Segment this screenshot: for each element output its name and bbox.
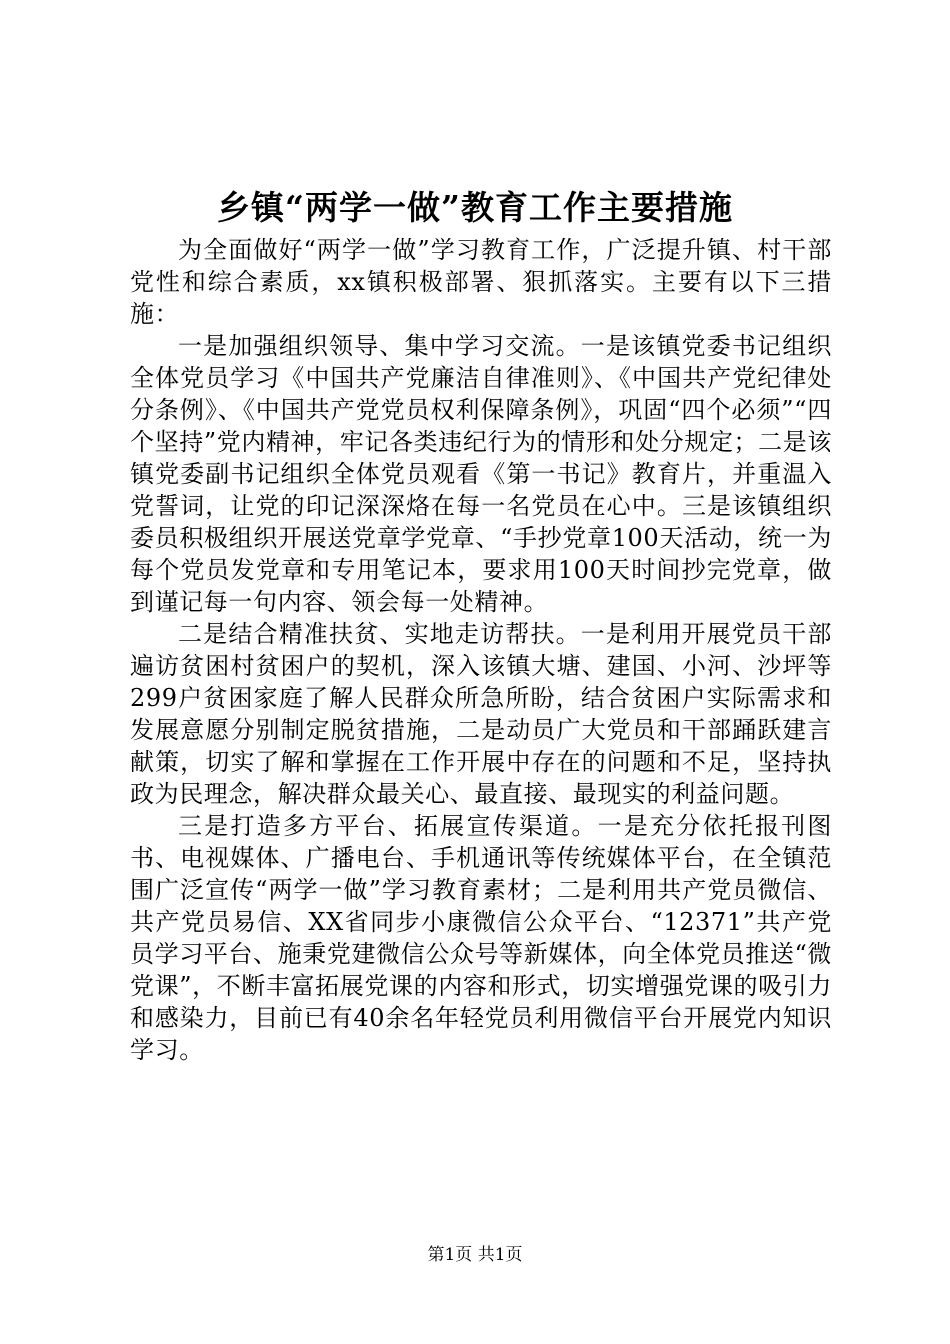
page-footer: 第1页 共1页	[427, 1245, 523, 1265]
paragraph-measure-two: 二是结合精准扶贫、实地走访帮扶。一是利用开展党员干部遍访贫困村贫困户的契机，深入该镇大塘、建国、小河、沙坪等299户贫困家庭了解人民群众所急所盼，结合贫困户实际需求和发展意愿分别制定脱贫措施，二是动员广大党员和干部踊跃建言献策，切实了解和掌握在工作开展中存在的问题和不足，坚持执政为民理念，解决群众最关心、最直接、最现实的利益问题。	[130, 620, 832, 808]
paragraph-measure-one: 一是加强组织领导、集中学习交流。一是该镇党委书记组织全体党员学习《中国共产党廉洁自律准则》、《中国共产党纪律处分条例》、《中国共产党党员权利保障条例》，巩固“四个必须”“四个坚持”党内精神，牢记各类违纪行为的情形和处分规定；二是该镇党委副书记组织全体党员观看《第一书记》教育片，并重温入党誓词，让党的印记深深烙在每一名党员在心中。三是该镇组织委员积极组织开展送党章学党章、“手抄党章100天活动，统一为每个党员发党章和专用笔记本，要求用100天时间抄完党章，做到谨记每一句内容、领会每一处精神。	[130, 332, 832, 616]
paragraph-intro: 为全面做好“两学一做”学习教育工作，广泛提升镇、村干部党性和综合素质，xx镇积极部署、狠抓落实。主要有以下三措施：	[130, 236, 832, 328]
document-title: 乡镇“两学一做”教育工作主要措施	[217, 188, 733, 227]
document-body	[130, 234, 832, 1066]
paragraph-measure-three: 三是打造多方平台、拓展宣传渠道。一是充分依托报刊图书、电视媒体、广播电台、手机通讯等传统媒体平台，在全镇范围广泛宣传“两学一做”学习教育素材；二是利用共产党员微信、共产党员易信、XX省同步小康微信公众平台、“12371”共产党员学习平台、施秉党建微信公众号等新媒体，向全体党员推送“微党课”，不断丰富拓展党课的内容和形式，切实增强党课的吸引力和感染力，目前已有40余名年轻党员利用微信平台开展党内知识学习。	[130, 812, 832, 1064]
